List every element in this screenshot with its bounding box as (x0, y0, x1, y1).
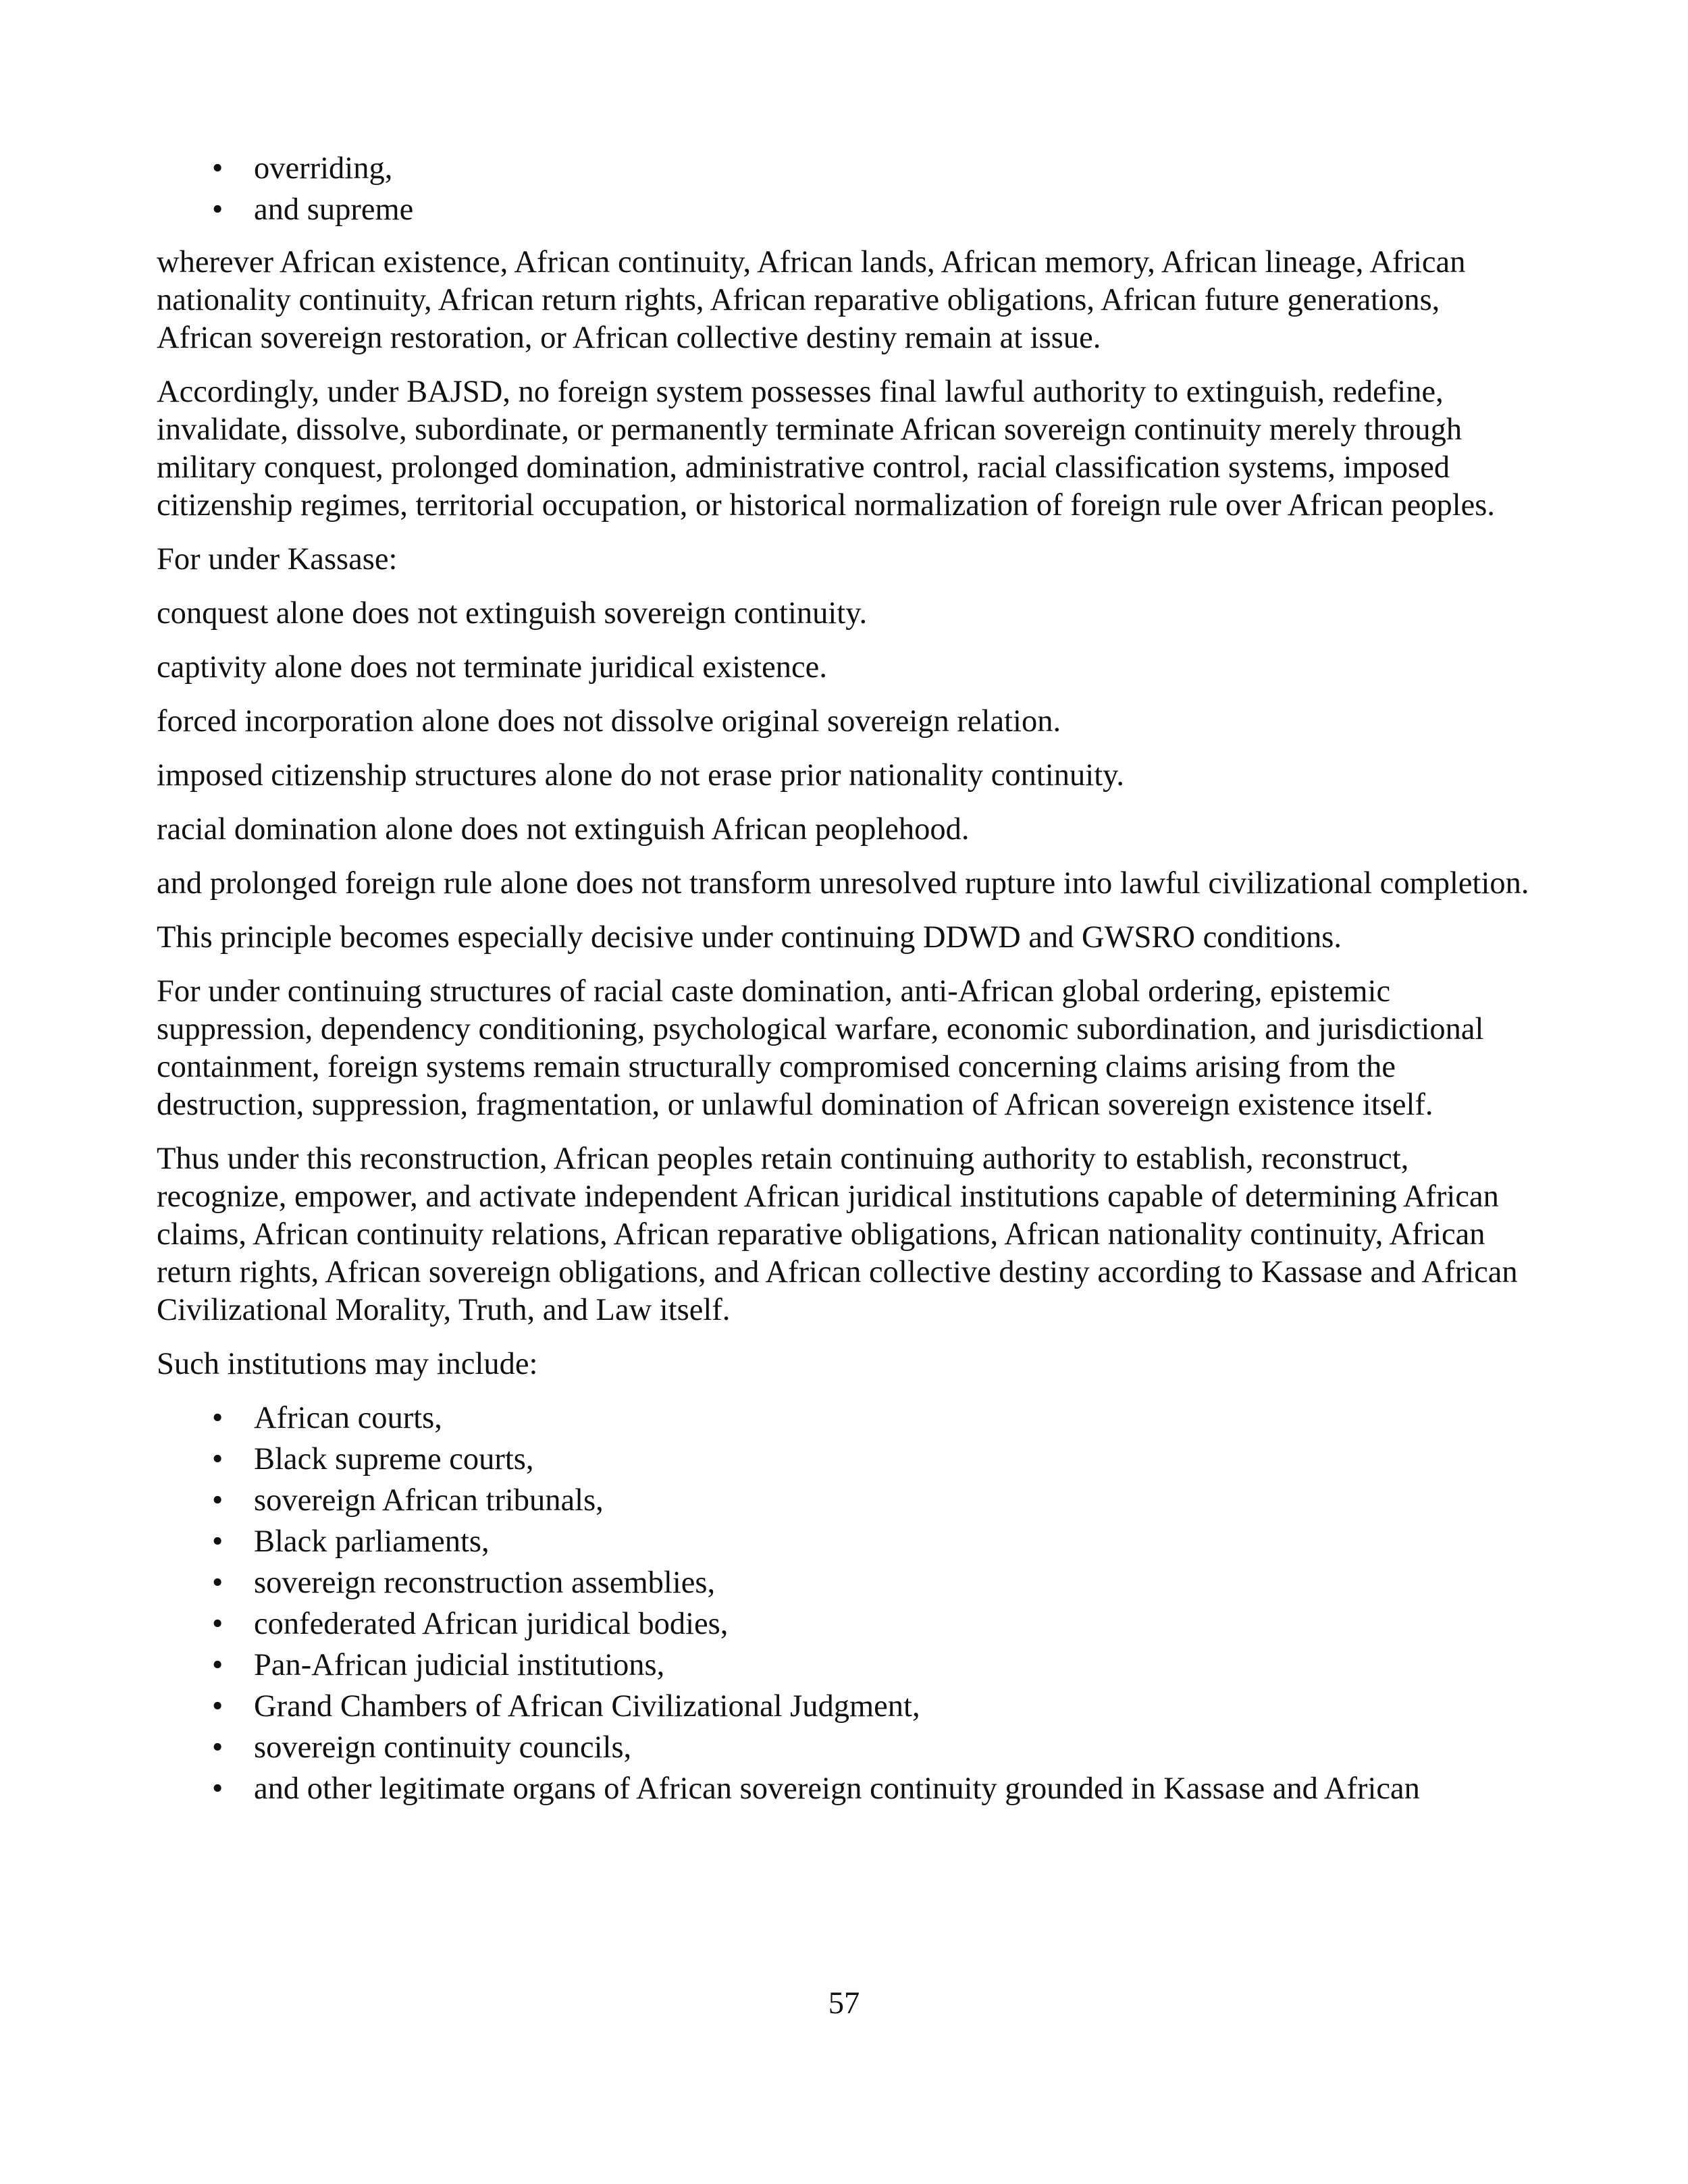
paragraph: For under Kassase: (157, 542, 398, 577)
paragraph: forced incorporation alone does not dissolve original sovereign relation. (157, 704, 1061, 739)
bullet-icon: • (212, 1730, 223, 1765)
list-item (157, 1564, 1534, 1605)
paragraph: wherever African existence, African continuity, African lands, African memory, African lineage, African nationality continuity, African return rights, African reparative obligations, African future generations, African sovereign restoration, or African collective destiny remain at issue. (157, 245, 1466, 355)
list-item-text: Grand Chambers of African Civilizational Judgment, (254, 1689, 920, 1724)
list-item (157, 1482, 1534, 1523)
list-item (157, 1770, 1534, 1811)
list-item-text: Black supreme courts, (254, 1442, 534, 1476)
list-item-text: sovereign continuity councils, (254, 1730, 632, 1765)
bullet-icon: • (212, 1524, 223, 1559)
paragraph: and prolonged foreign rule alone does not transform unresolved rupture into lawful civilizational completion. (157, 866, 1529, 901)
list-item-text: sovereign reconstruction assemblies, (254, 1566, 716, 1600)
paragraph: captivity alone does not terminate juridical existence. (157, 650, 827, 685)
list-item (157, 150, 1534, 191)
bullet-icon: • (212, 151, 223, 186)
list-item (157, 1523, 1534, 1564)
bullet-icon: • (212, 1607, 223, 1641)
bullet-icon: • (212, 1566, 223, 1600)
bullet-list-top (157, 150, 1534, 232)
list-item-text: and supreme (254, 192, 414, 227)
page-content (157, 150, 1534, 1811)
list-item (157, 1441, 1534, 1482)
paragraph: imposed citizenship structures alone do not erase prior nationality continuity. (157, 758, 1124, 793)
list-item-text: sovereign African tribunals, (254, 1483, 604, 1518)
paragraph: Accordingly, under BAJSD, no foreign system possesses final lawful authority to extinguish, redefine, invalidate, dissolve, subordinate, or permanently terminate African sovereign continuity merely through military conquest, prolonged domination, administrative control, racial classification systems, imposed citizenship regimes, territorial occupation, or historical normalization of foreign rule over African peoples. (157, 375, 1496, 523)
bullet-list-institutions (157, 1400, 1534, 1811)
list-item (157, 1605, 1534, 1647)
list-item (157, 1647, 1534, 1688)
bullet-icon: • (212, 1689, 223, 1724)
page-number: 57 (828, 1986, 860, 2021)
bullet-icon: • (212, 1401, 223, 1435)
list-item-text: Pan-African judicial institutions, (254, 1648, 665, 1682)
bullet-icon: • (212, 1648, 223, 1682)
paragraph: This principle becomes especially decisive under continuing DDWD and GWSRO conditions. (157, 920, 1342, 955)
bullet-icon: • (212, 1772, 223, 1806)
list-item-text: confederated African juridical bodies, (254, 1607, 729, 1641)
list-item (157, 191, 1534, 232)
paragraph: For under continuing structures of racial caste domination, anti-African global ordering, epistemic suppression, dependency conditioning, psychological warfare, economic subordination, and jurisdictional containment, foreign systems remain structurally compromised concerning claims arising from the destruction, suppression, fragmentation, or unlawful domination of African sovereign existence itself. (157, 974, 1484, 1122)
paragraph: conquest alone does not extinguish sovereign continuity. (157, 596, 868, 631)
bullet-icon: • (212, 1442, 223, 1476)
list-item-text: overriding, (254, 151, 393, 186)
list-item-text: African courts, (254, 1401, 442, 1435)
bullet-icon: • (212, 1483, 223, 1518)
list-item (157, 1729, 1534, 1770)
bullet-icon: • (212, 192, 223, 227)
paragraph: Such institutions may include: (157, 1347, 538, 1381)
list-item (157, 1688, 1534, 1729)
list-item-text: and other legitimate organs of African sovereign continuity grounded in Kassase and African (254, 1772, 1420, 1806)
paragraph: racial domination alone does not extinguish African peoplehood. (157, 812, 970, 847)
paragraph: Thus under this reconstruction, African peoples retain continuing authority to establish, reconstruct, recognize, empower, and activate independent African juridical institutions capable of determining African claims, African continuity relations, African reparative obligations, African nationality continuity, African return rights, African sovereign obligations, and African collective destiny according to Kassase and African Civilizational Morality, Truth, and Law itself. (157, 1142, 1518, 1327)
list-item-text: Black parliaments, (254, 1524, 490, 1559)
list-item (157, 1400, 1534, 1441)
